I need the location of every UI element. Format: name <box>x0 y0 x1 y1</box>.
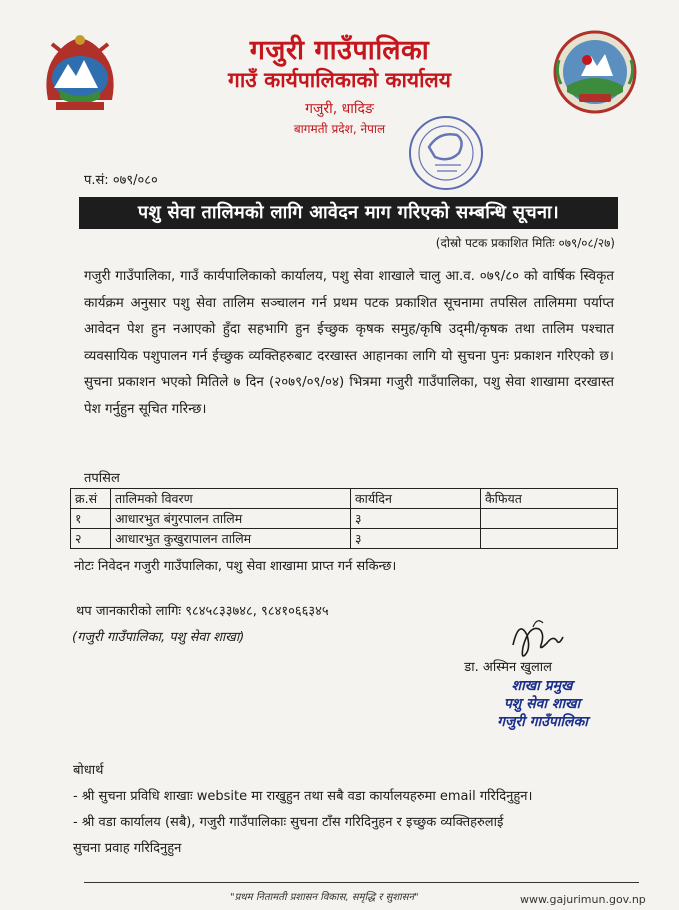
province-line: बागमती प्रदेश, नेपाल <box>293 122 386 136</box>
signature-icon <box>505 615 569 663</box>
signatory-department: पशु सेवा शाखा <box>503 696 581 712</box>
table-cell: ३ <box>351 529 481 549</box>
training-table <box>70 488 618 549</box>
office-address: गजुरी, धादिङ <box>305 101 374 117</box>
signatory-name: डा. अस्मिन खुलाल <box>464 660 552 675</box>
table-cell <box>481 529 618 549</box>
table-cell: १ <box>71 509 111 529</box>
office-subtitle: गाउँ कार्यपालिकाको कार्यालय <box>228 68 451 92</box>
table-row <box>71 529 618 549</box>
table-cell: आधारभुत कुखुरापालन तालिम <box>111 529 351 549</box>
note-text: नोटः निवेदन गजुरी गाउँपालिका, पशु सेवा शाखामा प्राप्त गर्न सकिन्छ। <box>74 559 397 574</box>
table-header-row <box>71 489 618 509</box>
table-header-cell: कार्यदिन <box>351 489 481 509</box>
cc-line: - श्री सुचना प्रविधि शाखाः website मा राखुहुन तथा सबै वडा कार्यालयहरुमा email गरिदिनुहुन। <box>73 789 533 804</box>
org-title: गजुरी गाउँपालिका <box>249 35 430 66</box>
gajuri-logo-icon <box>553 30 637 114</box>
table-cell: ३ <box>351 509 481 529</box>
signatory-role: शाखा प्रमुख <box>511 678 573 694</box>
cc-line: - श्री वडा कार्यालय (सबै), गजुरी गाउँपालिकाः सुचना टाँस गरिदिनुहन र इच्छुक व्यक्तिहरुलाई <box>73 815 504 830</box>
republished-date: (दोस्रो पटक प्रकाशित मितिः ०७९/०८/२७) <box>435 236 615 250</box>
table-header-cell: तालिमको विवरण <box>111 489 351 509</box>
notice-banner: पशु सेवा तालिमको लागि आवेदन माग गरिएको सम्बन्धि सूचना। <box>79 197 618 229</box>
footer-website: www.gajurimun.gov.np <box>520 893 646 906</box>
contact-phones: थप जानकारीको लागिः ९८४५८३३७४८, ९८४१०६६३४५ <box>76 604 329 619</box>
table-row <box>71 509 618 529</box>
office-stamp-icon <box>405 113 487 193</box>
footer-divider <box>84 882 639 883</box>
table-cell <box>481 509 618 529</box>
schedule-label: तपसिल <box>84 471 120 486</box>
notice-body: गजुरी गाउँपालिका, गाउँ कार्यपालिकाको कार्यालय, पशु सेवा शाखाले चालु आ.व. ०७९/८० को वार्षिक स्विकृत कार्यक्रम अनुसार पशु सेवा तालिम सञ्चालन गर्न प्रथम पटक प्रकाशित सूचनामा तपसिल तालिममा पर्याप्त आवेदन पेश हुन नआएको हुँदा सहभागि हुन ईच्छुक कृषक समुह/कृषि उद्‍मी/कृषक तथा तालिम पश्चात व्यवसायिक पशुपालन गर्न ईच्छुक व्यक्तिहरुबाट दरखास्त आहानका लागि यो सुचना पुनः प्रकाशन गरिएको छ। सुचना प्रकाशन भएको मितिले ७ दिन (२०७९/०९/०४) भित्रमा गजुरी गाउँपालिका, पशु सेवा शाखामा दरखास्त पेश गर्नुहुन सूचित गरिन्छ। <box>84 269 614 417</box>
footer-motto: "प्रथम नितामती प्रशासन विकास, समृद्धि र सुशासन" <box>230 892 419 903</box>
table-cell: २ <box>71 529 111 549</box>
table-header-cell: कैफियत <box>481 489 618 509</box>
signatory-organization: गजुरी गाउँपालिका <box>497 714 588 730</box>
cc-line: सुचना प्रवाह गरिदिनुहुन <box>73 841 182 856</box>
table-header-cell: क्र.सं <box>71 489 111 509</box>
reference-number: प.सं: ०७९/०८० <box>84 173 158 188</box>
table-cell: आधारभुत बंगुरपालन तालिम <box>111 509 351 529</box>
contact-org: (गजुरी गाउँपालिका, पशु सेवा शाखा) <box>72 630 245 645</box>
cc-title: बोधार्थ <box>73 763 104 778</box>
